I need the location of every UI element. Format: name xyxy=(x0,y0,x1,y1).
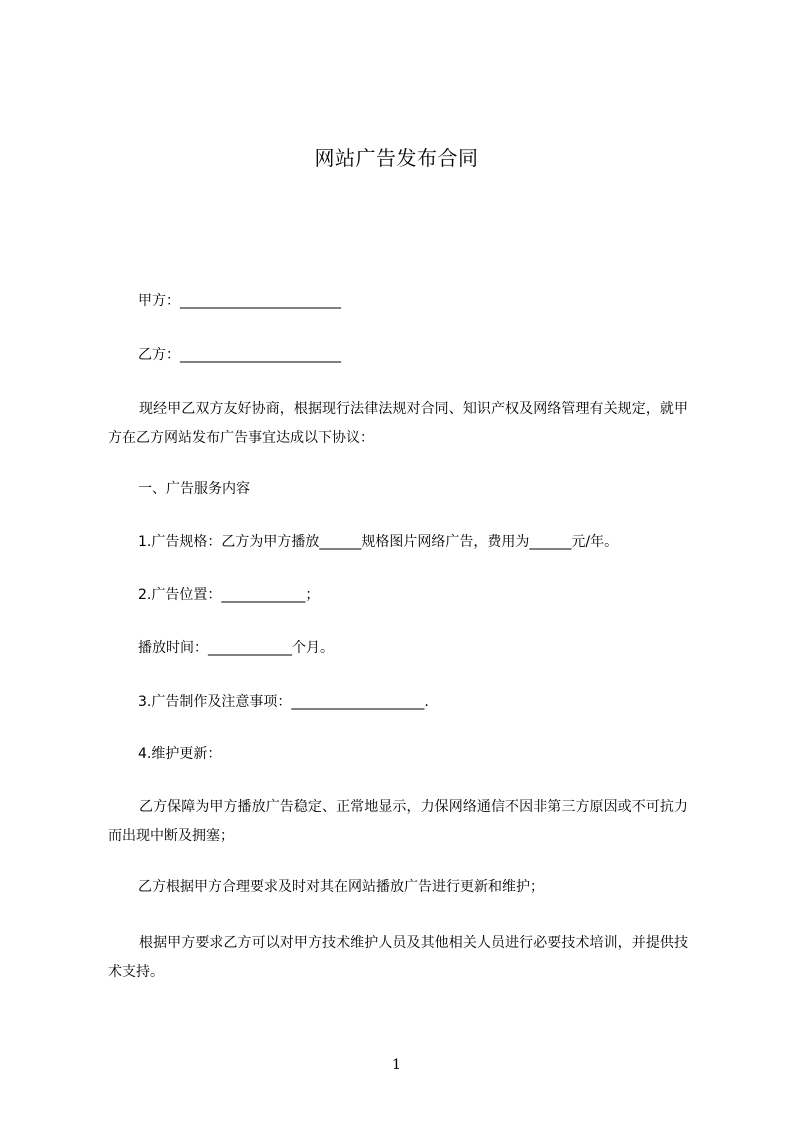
clause-maintenance-heading: 4.维护更新： xyxy=(138,746,222,762)
clause-ad-position: 2.广告位置：____________； xyxy=(138,587,320,603)
party-a-line: 甲方：_______________________ xyxy=(138,293,341,309)
maintenance-paragraph-3: 根据甲方要求乙方可以对甲方技术维护人员及其他相关人员进行必要技术培训，并提供技术支持。 xyxy=(108,935,688,980)
clause-production-notes: 3.广告制作及注意事项：___________________. xyxy=(138,694,429,710)
maintenance-paragraph-2: 乙方根据甲方合理要求及时对其在网站播放广告进行更新和维护； xyxy=(138,879,544,895)
intro-paragraph: 现经甲乙双方友好协商，根据现行法律法规对合同、知识产权及网络管理有关规定，就甲方在乙方网站发布广告事宜达成以下协议： xyxy=(108,401,688,446)
contract-title: 网站广告发布合同 xyxy=(314,146,479,170)
clause-ad-spec: 1.广告规格：乙方为甲方播放______规格图片网络广告，费用为______元/年。 xyxy=(138,534,619,550)
maintenance-paragraph-1: 乙方保障为甲方播放广告稳定、正常地显示，力保网络通信不因非第三方原因或不可抗力而出现中断及拥塞； xyxy=(108,799,688,844)
clause-play-time: 播放时间：____________个月。 xyxy=(138,640,334,656)
section-heading-service-content: 一、广告服务内容 xyxy=(138,481,250,497)
party-b-line: 乙方：_______________________ xyxy=(138,347,341,363)
page-number: 1 xyxy=(392,1057,401,1073)
